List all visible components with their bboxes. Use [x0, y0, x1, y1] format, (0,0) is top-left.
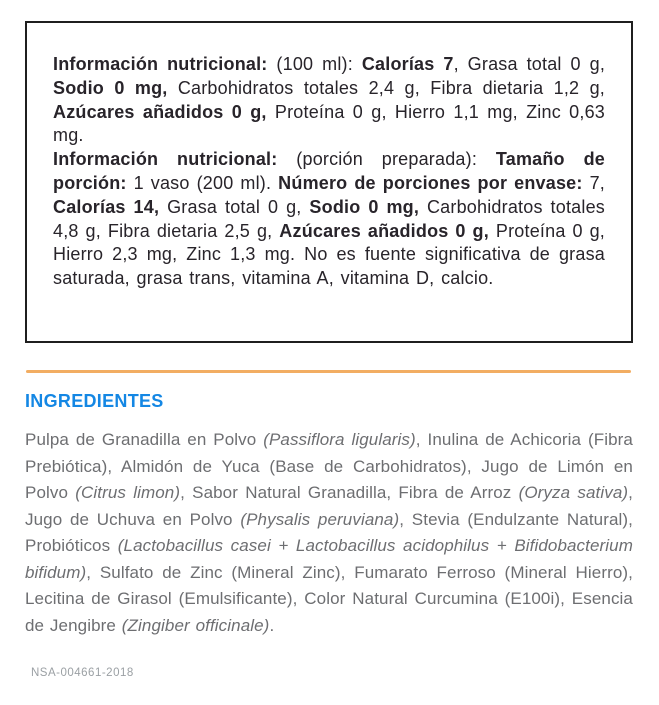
nutrition-per-serving-paragraph: Información nutricional: (porción preparada): Tamaño de porción: 1 vaso (200 ml). Número de porciones por envase: 7, Calorías 14, Grasa total 0 g, Sodio 0 mg, Carbohidratos totales 4,8 g, Fibra dietaria 2,5 g, Azúcares añadidos 0 g, Proteína 0 g, Hierro 2,3 mg, Zinc 1,3 mg. No es fuente significativa de grasa saturada, grasa trans, vitamina A, vitamina D, calcio.	[53, 149, 606, 289]
section-divider	[26, 370, 631, 373]
registration-code: NSA-004661-2018	[31, 667, 134, 679]
nutrition-facts-box	[25, 21, 633, 343]
nutrition-per-100ml-paragraph: Información nutricional: (100 ml): Calorías 7, Grasa total 0 g, Sodio 0 mg, Carbohidratos totales 2,4 g, Fibra dietaria 1,2 g, Azúcares añadidos 0 g, Proteína 0 g, Hierro 1,1 mg, Zinc 0,63 mg.	[53, 54, 606, 146]
ingredients-heading: INGREDIENTES	[25, 391, 164, 411]
ingredients-paragraph: Pulpa de Granadilla en Polvo (Passiflora ligularis), Inulina de Achicoria (Fibra Prebiótica), Almidón de Yuca (Base de Carbohidratos), Jugo de Limón en Polvo (Citrus limon), Sabor Natural Granadilla, Fibra de Arroz (Oryza sativa), Jugo de Uchuva en Polvo (Physalis peruviana), Stevia (Endulzante Natural), Probióticos (Lactobacillus casei + Lactobacillus acidophilus + Bifidobacterium bifidum), Sulfato de Zinc (Mineral Zinc), Fumarato Ferroso (Mineral Hierro), Lecitina de Girasol (Emulsificante), Color Natural Curcumina (E100i), Esencia de Jengibre (Zingiber officinale).	[25, 430, 634, 635]
